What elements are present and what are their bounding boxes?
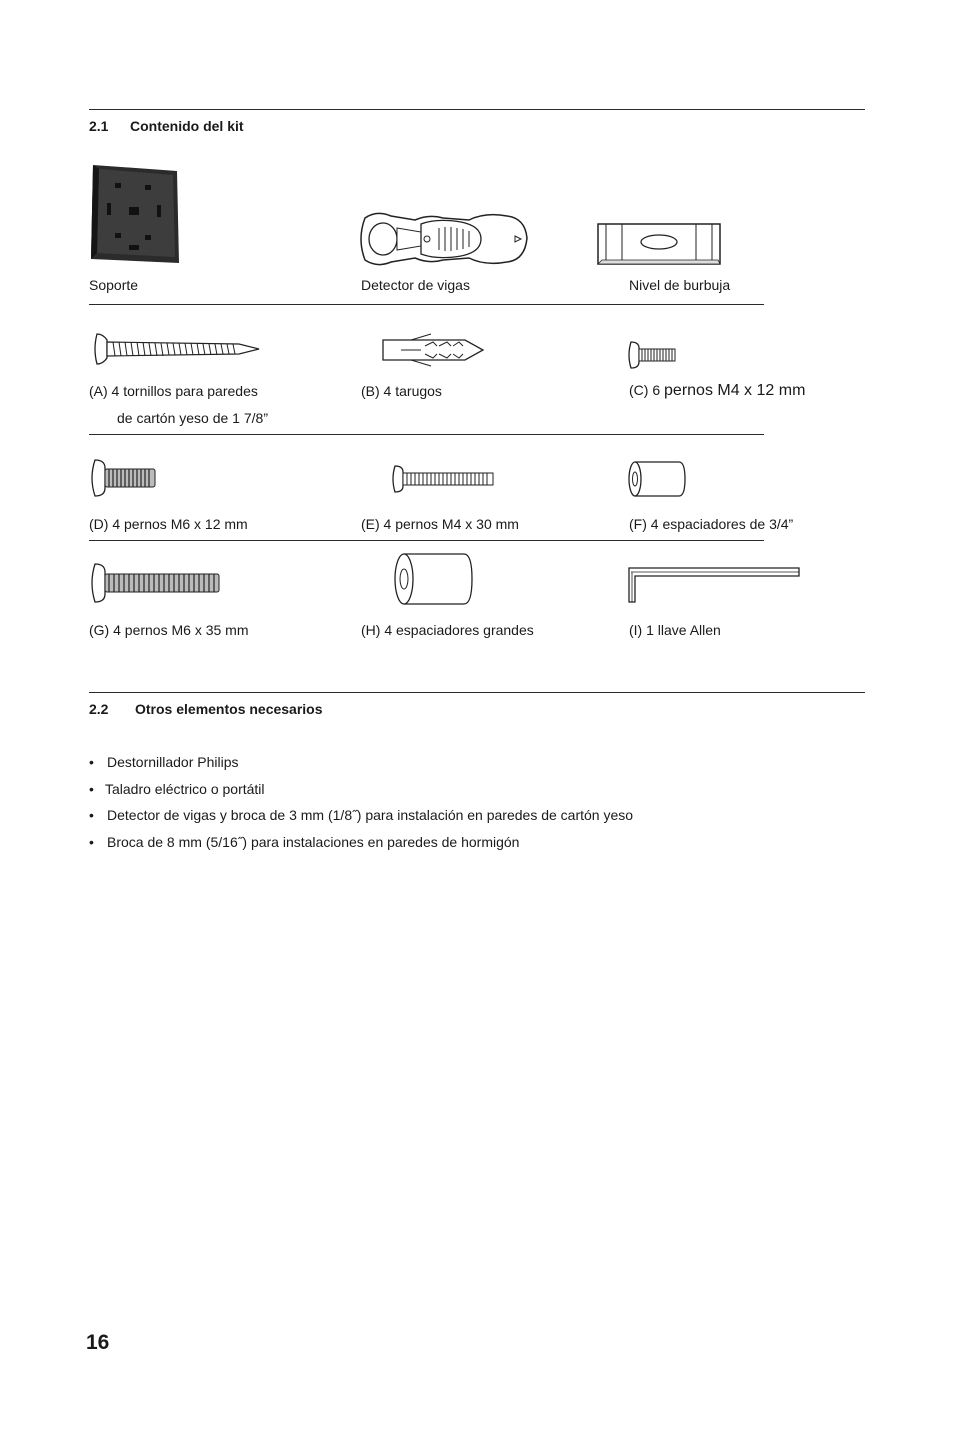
m4-12-bolt-image	[627, 340, 679, 370]
bullet-dot: •	[89, 781, 94, 797]
m4-30-bolt-image	[391, 464, 497, 494]
bracket-image	[89, 163, 181, 266]
caption-detector: Detector de vigas	[361, 277, 470, 293]
m6-12-bolt-image	[89, 458, 159, 498]
caption-a-line-2: de cartón yeso de 1 7/8”	[117, 410, 268, 426]
bullet-item-3	[89, 807, 633, 823]
caption-d: (D) 4 pernos M6 x 12 mm	[89, 516, 248, 532]
caption-e: (E) 4 pernos M4 x 30 mm	[361, 516, 519, 532]
bullet-dot: •	[89, 807, 94, 823]
section-1-top-rule	[89, 109, 865, 110]
caption-b: (B) 4 tarugos	[361, 383, 442, 399]
bullet-text: Destornillador Philips	[107, 754, 239, 770]
row-1-rule	[89, 304, 764, 305]
caption-nivel: Nivel de burbuja	[629, 277, 731, 293]
caption-g: (G) 4 pernos M6 x 35 mm	[89, 622, 249, 638]
caption-f: (F) 4 espaciadores de 3/4”	[629, 516, 794, 532]
section-1-number: 2.1	[89, 118, 109, 134]
caption-soporte: Soporte	[89, 277, 139, 293]
stud-detector-image	[357, 210, 529, 268]
caption-h: (H) 4 espaciadores grandes	[361, 622, 534, 638]
bullet-dot: •	[89, 754, 94, 770]
caption-c-rest: pernos M4 x 12 mm	[664, 382, 806, 399]
caption-i: (I) 1 llave Allen	[629, 622, 721, 638]
section-2-title: Otros elementos necesarios	[135, 701, 323, 717]
wall-anchor-image	[381, 332, 485, 368]
bullet-item-4	[89, 834, 519, 850]
page-number: 16	[86, 1331, 110, 1354]
allen-key-image	[627, 566, 803, 606]
section-1-heading	[89, 118, 244, 134]
bullet-text: Broca de 8 mm (5/16˝) para instalaciones en paredes de hormigón	[107, 834, 520, 850]
spacer-3-4-image	[627, 460, 689, 498]
row-3-rule	[89, 540, 764, 541]
section-2-number: 2.2	[89, 701, 109, 717]
large-spacer-image	[392, 552, 476, 606]
bullet-text: Taladro eléctrico o portátil	[105, 781, 265, 797]
caption-c-prefix: (C) 6	[629, 382, 661, 398]
caption-a-line-1: (A) 4 tornillos para paredes	[89, 383, 258, 399]
bullet-item-2	[89, 781, 265, 797]
row-2-rule	[89, 434, 764, 435]
bullet-dot: •	[89, 834, 94, 850]
section-2-heading	[89, 701, 323, 717]
section-2-top-rule	[89, 692, 865, 693]
drywall-screw-image	[89, 330, 263, 368]
caption-c	[629, 381, 805, 400]
section-1-title: Contenido del kit	[130, 118, 244, 134]
m6-35-bolt-image	[89, 562, 223, 604]
bullet-text: Detector de vigas y broca de 3 mm (1/8˝) para instalación en paredes de cartón yeso	[107, 807, 634, 823]
bubble-level-image	[596, 222, 722, 266]
bullet-item-1	[89, 754, 239, 770]
